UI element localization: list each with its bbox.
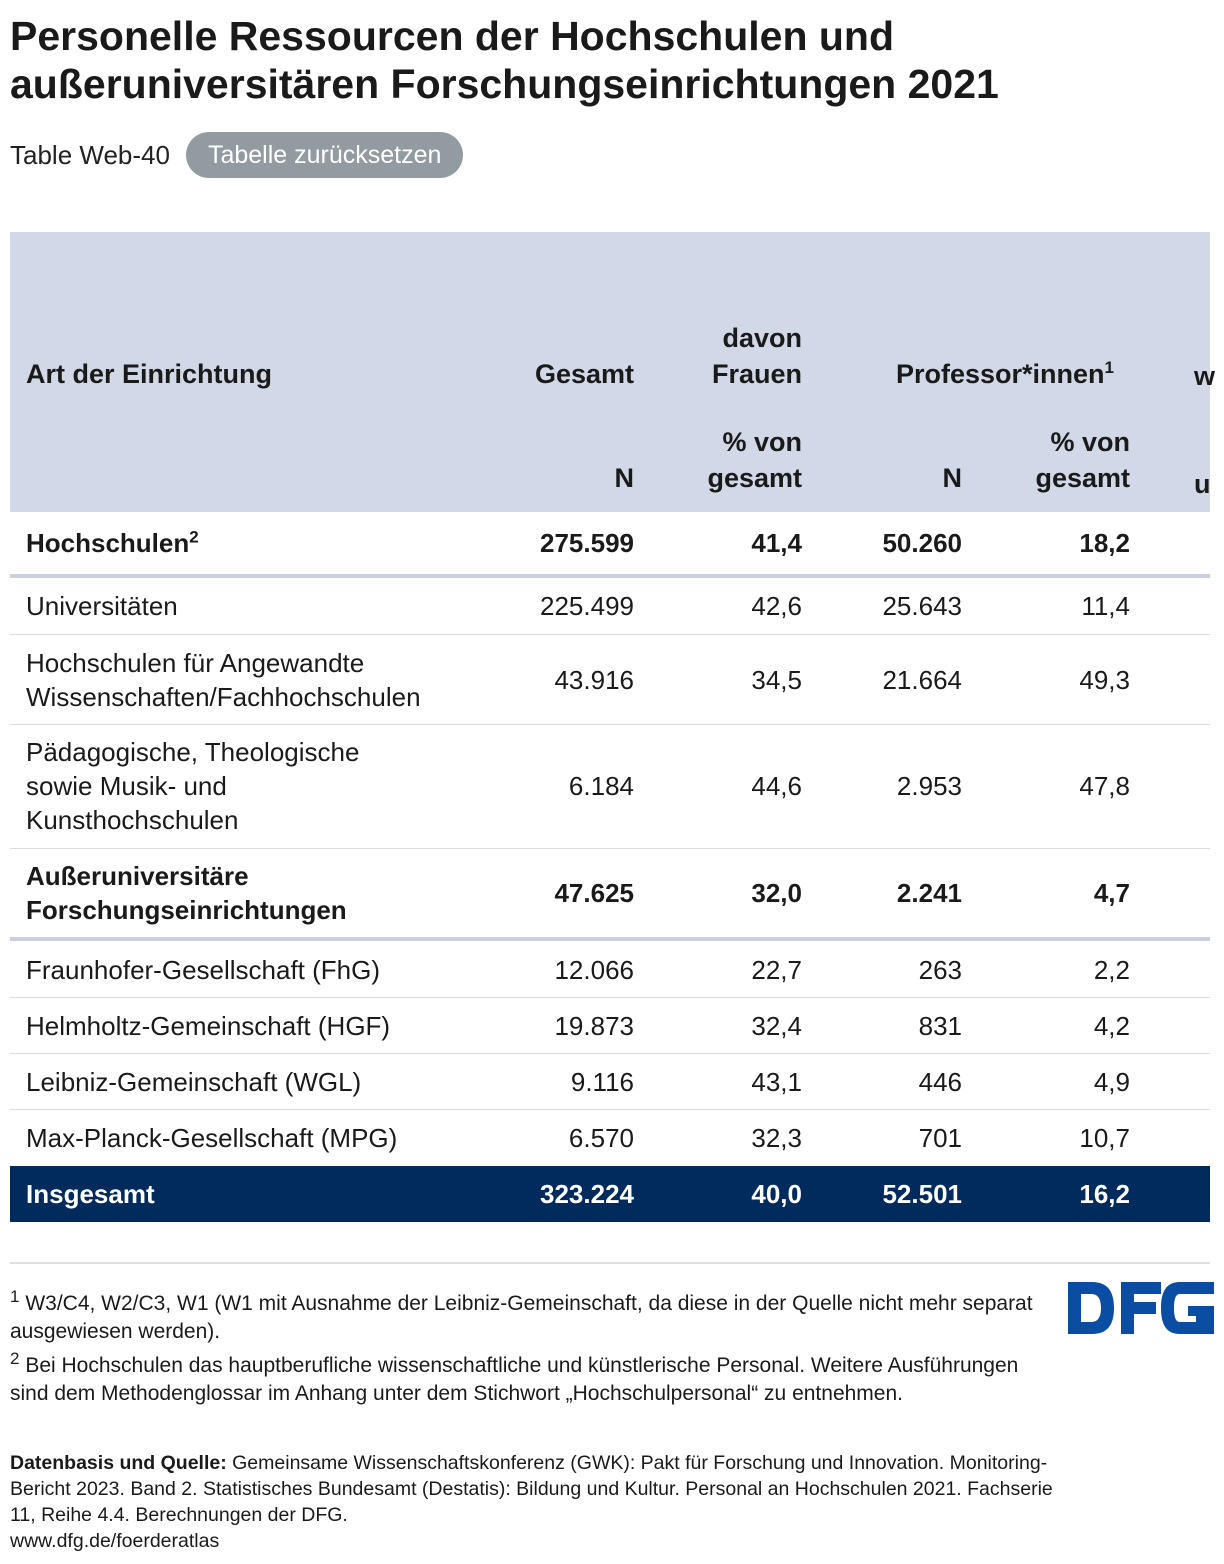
table-row: [10, 998, 1210, 1054]
cell-prof-n: 831: [918, 1011, 962, 1041]
row-label-line-2: Wissenschaften/Fachhochschulen: [26, 682, 421, 712]
row-label: [26, 646, 486, 714]
source-paragraph: [10, 1450, 1060, 1528]
cell-prof-n: 52.501: [882, 1179, 962, 1209]
row-label: Universitäten: [26, 591, 178, 621]
footnote-2-mark: 2: [10, 1349, 20, 1368]
cell-prof-n: 25.643: [882, 591, 962, 621]
cell-gesamt: 6.570: [568, 1123, 634, 1153]
cell-gesamt: 9.116: [570, 1067, 634, 1097]
footnote-2: [10, 1349, 1050, 1408]
cell-prof-pct: 2,2: [1093, 955, 1130, 985]
subheader-pct-line-1: % von: [722, 427, 802, 457]
subheader-pct-line-2: gesamt: [1035, 463, 1130, 493]
footnote-1-text: W3/C4, W2/C3, W1 (W1 mit Ausnahme der Leibniz-Gemeinschaft, da diese in der Quelle nicht mehr separat ausgewiesen werden).: [10, 1292, 1033, 1343]
cell-frauen: 41,4: [751, 528, 802, 558]
cell-frauen: 42,6: [751, 591, 802, 621]
cell-prof-pct: 49,3: [1079, 665, 1130, 695]
cell-gesamt: 19.873: [554, 1011, 634, 1041]
subheader-pct-line-1: % von: [1050, 427, 1130, 457]
source-text: Gemeinsame Wissenschaftskonferenz (GWK): Pakt für Forschung und Innovation. Monitoring-Bericht 2023. Band 2. Statistisches Bundesamt (Destatis): Bildung und Kultur. Personal an Hochschulen 2021. Fachserie 11, Reihe 4.4. Berechnungen der DFG.: [10, 1452, 1053, 1526]
row-label: [26, 526, 486, 560]
cell-prof-pct: 4,7: [1093, 878, 1130, 908]
header-art-der-einrichtung[interactable]: Art der Einrichtung: [26, 359, 273, 389]
row-label: [26, 735, 486, 837]
table-row: [10, 942, 1210, 998]
dfg-logo-mark: [1068, 1282, 1214, 1334]
row-label-line-1: Pädagogische, Theologische: [26, 737, 360, 767]
header-cut-line-1: w: [1194, 361, 1216, 391]
cell-gesamt: 12.066: [554, 955, 634, 985]
row-label-line-1: Außeruniversitäre: [26, 861, 249, 891]
header-gesamt[interactable]: Gesamt: [534, 359, 634, 389]
cell-prof-pct: 18,2: [1079, 528, 1130, 558]
cell-prof-pct: 4,9: [1093, 1067, 1130, 1097]
source-url[interactable]: www.dfg.de/foerderatlas: [10, 1530, 220, 1552]
cell-prof-n: 263: [918, 955, 962, 985]
cell-frauen: 44,6: [751, 771, 802, 801]
title-line-1: Personelle Ressourcen der Hochschulen und: [10, 13, 895, 59]
divider: [10, 1262, 1210, 1264]
table-id: Table Web-40: [10, 139, 170, 170]
subheader-frauen-pct: [707, 424, 802, 496]
row-label-line-2: Forschungseinrichtungen: [26, 895, 347, 925]
subtitle-bar: [10, 132, 463, 178]
reset-table-button[interactable]: Tabelle zurücksetzen: [186, 132, 463, 178]
header-cut-line-2: u: [1194, 469, 1211, 499]
cell-prof-n: 50.260: [882, 528, 962, 558]
row-label: Insgesamt: [26, 1179, 155, 1209]
table-row-ausseruniversitaere: [10, 849, 1210, 941]
table-row-total: [10, 1166, 1210, 1222]
cell-prof-pct: 47,8: [1079, 771, 1130, 801]
subheader-prof-n: N: [942, 463, 962, 493]
row-label: Max-Planck-Gesellschaft (MPG): [26, 1123, 398, 1153]
cell-gesamt: 323.224: [540, 1179, 634, 1209]
cell-gesamt: 225.499: [540, 591, 634, 621]
page-title: [10, 12, 1200, 108]
footnotes: [10, 1287, 1050, 1414]
cell-frauen: 43,1: [751, 1067, 802, 1097]
cell-frauen: 40,0: [751, 1179, 802, 1209]
subheader-pct-line-2: gesamt: [707, 463, 802, 493]
subheader-prof-pct: [1035, 424, 1130, 496]
data-table: [10, 232, 1216, 1222]
row-label: Leibniz-Gemeinschaft (WGL): [26, 1067, 362, 1097]
cell-gesamt: 275.599: [540, 528, 634, 558]
cell-frauen: 34,5: [751, 665, 802, 695]
cell-prof-n: 21.664: [882, 665, 962, 695]
subheader-gesamt-n: N: [614, 463, 634, 493]
source-label: Datenbasis und Quelle:: [10, 1452, 227, 1474]
dfg-logo: [1066, 1280, 1216, 1336]
header-frauen: Frauen: [711, 359, 802, 389]
cell-prof-n: 2.953: [896, 771, 962, 801]
header-davon-frauen[interactable]: [712, 320, 802, 392]
cell-frauen: 32,3: [751, 1123, 802, 1153]
cell-prof-pct: 4,2: [1093, 1011, 1130, 1041]
source-note: [10, 1450, 1060, 1554]
cell-prof-n: 446: [918, 1067, 962, 1097]
table-row: [10, 635, 1210, 725]
footnote-ref-2: 2: [189, 527, 199, 547]
cell-gesamt: 6.184: [568, 771, 634, 801]
table-row: [10, 1054, 1210, 1110]
header-professorinnen-label: Professor*innen: [895, 359, 1105, 389]
footnote-1-mark: 1: [10, 1287, 20, 1306]
footnote-1: [10, 1287, 1050, 1346]
row-label-text: Hochschulen: [26, 528, 190, 558]
footnote-2-text: Bei Hochschulen das hauptberufliche wissenschaftliche und künstlerische Personal. Weitere Ausführungen sind dem Methodenglossar im Anhang unter dem Stichwort „Hochschulpersonal“ zu entnehmen.: [10, 1354, 1019, 1405]
header-professorinnen[interactable]: [896, 356, 1114, 392]
cell-prof-pct: 16,2: [1079, 1179, 1130, 1209]
row-label: [26, 859, 486, 927]
row-label: Helmholtz-Gemeinschaft (HGF): [26, 1011, 391, 1041]
cell-gesamt: 47.625: [554, 878, 634, 908]
table-row: [10, 725, 1210, 849]
footnote-ref-1: 1: [1104, 358, 1114, 377]
cell-frauen: 32,4: [751, 1011, 802, 1041]
row-label-line-3: Kunsthochschulen: [26, 805, 239, 835]
cell-gesamt: 43.916: [554, 665, 634, 695]
cell-prof-pct: 10,7: [1079, 1123, 1130, 1153]
header-davon: davon: [722, 323, 802, 353]
title-line-2: außeruniversitären Forschungseinrichtungen 2021: [10, 61, 999, 107]
cell-frauen: 22,7: [751, 955, 802, 985]
table-row-hochschulen: [10, 512, 1210, 578]
row-label-line-1: Hochschulen für Angewandte: [26, 648, 365, 678]
table-row: [10, 578, 1210, 635]
cell-prof-n: 701: [918, 1123, 962, 1153]
table-row: [10, 1110, 1210, 1165]
cell-prof-pct: 11,4: [1081, 591, 1130, 621]
row-label: Fraunhofer-Gesellschaft (FhG): [26, 955, 381, 985]
cell-frauen: 32,0: [751, 878, 802, 908]
row-label-line-2: sowie Musik- und: [26, 771, 227, 801]
cell-prof-n: 2.241: [896, 878, 962, 908]
